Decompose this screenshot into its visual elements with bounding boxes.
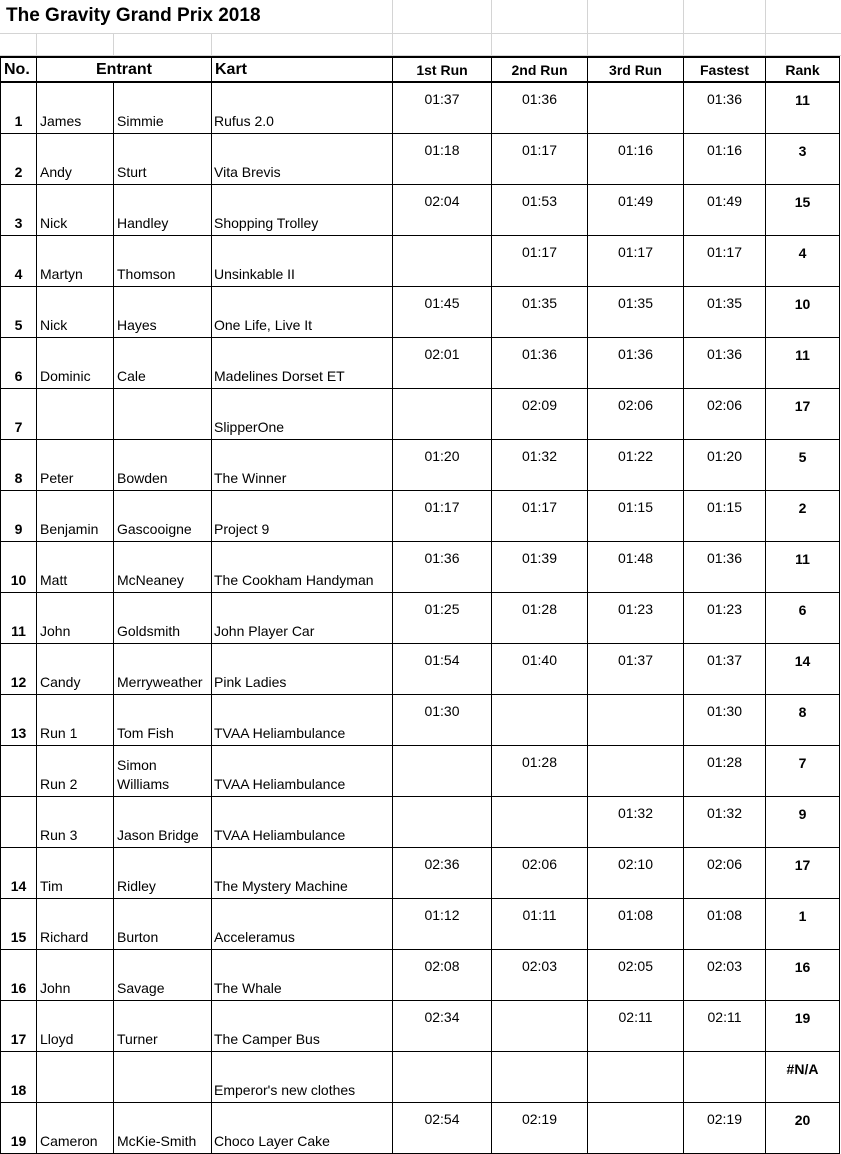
cell-run2[interactable]: 01:28 bbox=[492, 746, 588, 797]
cell-last-name[interactable]: Simmie bbox=[114, 82, 212, 134]
cell-first-name[interactable]: Peter bbox=[37, 440, 114, 491]
cell-no[interactable]: 9 bbox=[1, 491, 37, 542]
cell-run1[interactable]: 01:45 bbox=[393, 287, 492, 338]
title-row[interactable] bbox=[0, 0, 841, 34]
cell-first-name[interactable]: Candy bbox=[37, 644, 114, 695]
cell-run2[interactable]: 02:19 bbox=[492, 1103, 588, 1154]
cell-kart[interactable]: The Cookham Handyman bbox=[212, 542, 393, 593]
cell-rank[interactable]: 2 bbox=[766, 491, 840, 542]
cell-run2[interactable]: 01:36 bbox=[492, 338, 588, 389]
cell-rank[interactable]: 11 bbox=[766, 82, 840, 134]
cell-run3[interactable]: 01:17 bbox=[588, 236, 684, 287]
cell-no[interactable] bbox=[1, 797, 37, 848]
cell-run2[interactable]: 02:09 bbox=[492, 389, 588, 440]
table-row bbox=[1, 491, 840, 542]
gridline bbox=[113, 34, 114, 56]
cell-fastest[interactable]: 01:23 bbox=[684, 593, 766, 644]
cell-rank[interactable]: 6 bbox=[766, 593, 840, 644]
cell-rank[interactable]: 10 bbox=[766, 287, 840, 338]
cell-kart[interactable]: Madelines Dorset ET bbox=[212, 338, 393, 389]
cell-rank[interactable]: 1 bbox=[766, 899, 840, 950]
cell-rank[interactable]: 3 bbox=[766, 134, 840, 185]
cell-fastest[interactable]: 01:17 bbox=[684, 236, 766, 287]
cell-run3[interactable]: 01:16 bbox=[588, 134, 684, 185]
gridline bbox=[392, 0, 393, 56]
gridline bbox=[491, 0, 492, 56]
blank-row[interactable] bbox=[0, 34, 841, 56]
table-row bbox=[1, 644, 840, 695]
cell-last-name[interactable]: Cale bbox=[114, 338, 212, 389]
cell-kart[interactable]: TVAA Heliambulance bbox=[212, 695, 393, 746]
cell-run2[interactable]: 01:40 bbox=[492, 644, 588, 695]
gridline bbox=[683, 0, 684, 56]
cell-kart[interactable]: Unsinkable II bbox=[212, 236, 393, 287]
cell-no[interactable]: 10 bbox=[1, 542, 37, 593]
cell-fastest[interactable]: 02:11 bbox=[684, 1001, 766, 1052]
cell-no[interactable]: 18 bbox=[1, 1052, 37, 1103]
cell-first-name[interactable]: Dominic bbox=[37, 338, 114, 389]
gridline bbox=[36, 34, 37, 56]
cell-fastest[interactable]: 01:30 bbox=[684, 695, 766, 746]
cell-run2[interactable]: 02:03 bbox=[492, 950, 588, 1001]
sheet-title: The Gravity Grand Prix 2018 bbox=[6, 5, 261, 26]
cell-run2[interactable]: 01:39 bbox=[492, 542, 588, 593]
cell-kart[interactable]: John Player Car bbox=[212, 593, 393, 644]
cell-kart[interactable]: One Life, Live It bbox=[212, 287, 393, 338]
cell-first-name[interactable] bbox=[37, 1052, 114, 1103]
cell-rank[interactable]: 16 bbox=[766, 950, 840, 1001]
cell-rank[interactable]: 19 bbox=[766, 1001, 840, 1052]
cell-run2[interactable]: 01:17 bbox=[492, 491, 588, 542]
cell-kart[interactable]: TVAA Heliambulance bbox=[212, 746, 393, 797]
cell-run2[interactable]: 01:36 bbox=[492, 82, 588, 134]
cell-fastest[interactable]: 01:16 bbox=[684, 134, 766, 185]
cell-run1[interactable]: 01:18 bbox=[393, 134, 492, 185]
table-row bbox=[1, 236, 840, 287]
cell-run2[interactable] bbox=[492, 695, 588, 746]
cell-rank[interactable]: 15 bbox=[766, 185, 840, 236]
cell-first-name[interactable]: James bbox=[37, 82, 114, 134]
cell-no[interactable]: 1 bbox=[1, 82, 37, 134]
table-row bbox=[1, 287, 840, 338]
cell-run1[interactable]: 02:08 bbox=[393, 950, 492, 1001]
cell-first-name[interactable]: Richard bbox=[37, 899, 114, 950]
gridline bbox=[765, 0, 766, 56]
cell-run3[interactable]: 02:05 bbox=[588, 950, 684, 1001]
cell-fastest[interactable]: 01:36 bbox=[684, 82, 766, 134]
cell-run1[interactable]: 02:34 bbox=[393, 1001, 492, 1052]
cell-fastest[interactable]: 01:32 bbox=[684, 797, 766, 848]
header-run2[interactable]: 2nd Run bbox=[492, 57, 588, 82]
table-row bbox=[1, 389, 840, 440]
table-row bbox=[1, 899, 840, 950]
cell-fastest[interactable]: 02:06 bbox=[684, 848, 766, 899]
cell-first-name[interactable]: Run 3 bbox=[37, 797, 114, 848]
cell-rank[interactable]: 5 bbox=[766, 440, 840, 491]
table-row bbox=[1, 746, 840, 797]
cell-last-name[interactable]: Tom Fish bbox=[114, 695, 212, 746]
cell-run3[interactable]: 01:15 bbox=[588, 491, 684, 542]
cell-no[interactable] bbox=[1, 746, 37, 797]
table-row bbox=[1, 797, 840, 848]
cell-fastest[interactable]: 01:36 bbox=[684, 542, 766, 593]
table-row bbox=[1, 593, 840, 644]
cell-last-name[interactable]: Burton bbox=[114, 899, 212, 950]
cell-run1[interactable]: 02:04 bbox=[393, 185, 492, 236]
cell-run1[interactable]: 02:54 bbox=[393, 1103, 492, 1154]
cell-run1[interactable]: 01:30 bbox=[393, 695, 492, 746]
cell-run3[interactable] bbox=[588, 695, 684, 746]
table-row bbox=[1, 542, 840, 593]
cell-first-name[interactable]: Matt bbox=[37, 542, 114, 593]
cell-run2[interactable]: 02:06 bbox=[492, 848, 588, 899]
cell-run1[interactable]: 02:01 bbox=[393, 338, 492, 389]
header-rank[interactable]: Rank bbox=[766, 57, 840, 82]
cell-rank[interactable]: 7 bbox=[766, 746, 840, 797]
cell-no[interactable]: 12 bbox=[1, 644, 37, 695]
cell-run3[interactable] bbox=[588, 82, 684, 134]
cell-run1[interactable]: 01:17 bbox=[393, 491, 492, 542]
cell-rank[interactable]: 20 bbox=[766, 1103, 840, 1154]
cell-first-name[interactable] bbox=[37, 389, 114, 440]
cell-no[interactable]: 14 bbox=[1, 848, 37, 899]
cell-no[interactable]: 8 bbox=[1, 440, 37, 491]
cell-run3[interactable]: 01:23 bbox=[588, 593, 684, 644]
cell-first-name[interactable]: Run 2 bbox=[37, 746, 114, 797]
cell-fastest[interactable]: 01:37 bbox=[684, 644, 766, 695]
table-row bbox=[1, 1001, 840, 1052]
cell-run3[interactable]: 02:10 bbox=[588, 848, 684, 899]
cell-rank[interactable]: 8 bbox=[766, 695, 840, 746]
cell-last-name[interactable] bbox=[114, 1052, 212, 1103]
cell-run2[interactable]: 01:17 bbox=[492, 236, 588, 287]
cell-run2[interactable] bbox=[492, 797, 588, 848]
cell-last-name[interactable]: Ridley bbox=[114, 848, 212, 899]
cell-last-name[interactable]: McKie-Smith bbox=[114, 1103, 212, 1154]
cell-last-name[interactable]: Simon Williams bbox=[114, 746, 212, 797]
cell-rank[interactable]: 17 bbox=[766, 389, 840, 440]
cell-run2[interactable]: 01:11 bbox=[492, 899, 588, 950]
cell-kart[interactable]: The Whale bbox=[212, 950, 393, 1001]
cell-fastest[interactable]: 01:20 bbox=[684, 440, 766, 491]
cell-rank[interactable]: 11 bbox=[766, 542, 840, 593]
cell-no[interactable]: 6 bbox=[1, 338, 37, 389]
cell-kart[interactable]: Acceleramus bbox=[212, 899, 393, 950]
cell-no[interactable]: 19 bbox=[1, 1103, 37, 1154]
cell-run1[interactable]: 01:20 bbox=[393, 440, 492, 491]
header-fastest[interactable]: Fastest bbox=[684, 57, 766, 82]
cell-last-name[interactable]: Thomson bbox=[114, 236, 212, 287]
cell-last-name[interactable]: Handley bbox=[114, 185, 212, 236]
cell-last-name[interactable]: Jason Bridge bbox=[114, 797, 212, 848]
cell-kart[interactable]: TVAA Heliambulance bbox=[212, 797, 393, 848]
cell-fastest[interactable]: 02:19 bbox=[684, 1103, 766, 1154]
cell-run1[interactable] bbox=[393, 389, 492, 440]
cell-last-name[interactable]: Bowden bbox=[114, 440, 212, 491]
header-kart[interactable]: Kart bbox=[212, 57, 393, 82]
table-row bbox=[1, 185, 840, 236]
cell-no[interactable]: 5 bbox=[1, 287, 37, 338]
cell-kart[interactable]: Choco Layer Cake bbox=[212, 1103, 393, 1154]
cell-rank[interactable]: 11 bbox=[766, 338, 840, 389]
cell-run3[interactable]: 01:35 bbox=[588, 287, 684, 338]
cell-rank[interactable]: 17 bbox=[766, 848, 840, 899]
cell-last-name[interactable]: Savage bbox=[114, 950, 212, 1001]
gridline bbox=[587, 0, 588, 56]
cell-first-name[interactable]: Andy bbox=[37, 134, 114, 185]
table-row bbox=[1, 134, 840, 185]
cell-first-name[interactable]: John bbox=[37, 950, 114, 1001]
cell-run1[interactable] bbox=[393, 797, 492, 848]
cell-first-name[interactable]: Nick bbox=[37, 287, 114, 338]
cell-no[interactable]: 13 bbox=[1, 695, 37, 746]
cell-rank[interactable]: 9 bbox=[766, 797, 840, 848]
cell-fastest[interactable]: 01:49 bbox=[684, 185, 766, 236]
header-no[interactable]: No. bbox=[1, 57, 37, 82]
gridline bbox=[211, 34, 212, 56]
cell-last-name[interactable]: Hayes bbox=[114, 287, 212, 338]
cell-last-name[interactable]: Merryweather bbox=[114, 644, 212, 695]
cell-run3[interactable]: 02:06 bbox=[588, 389, 684, 440]
cell-last-name[interactable]: Goldsmith bbox=[114, 593, 212, 644]
cell-run3[interactable]: 01:22 bbox=[588, 440, 684, 491]
cell-run1[interactable]: 01:37 bbox=[393, 82, 492, 134]
cell-run3[interactable] bbox=[588, 1103, 684, 1154]
cell-run1[interactable]: 02:36 bbox=[393, 848, 492, 899]
cell-run1[interactable] bbox=[393, 1052, 492, 1103]
table-row bbox=[1, 82, 840, 134]
cell-no[interactable]: 2 bbox=[1, 134, 37, 185]
cell-kart[interactable]: The Camper Bus bbox=[212, 1001, 393, 1052]
cell-last-name[interactable]: McNeaney bbox=[114, 542, 212, 593]
cell-kart[interactable]: Vita Brevis bbox=[212, 134, 393, 185]
table-row bbox=[1, 848, 840, 899]
table-row bbox=[1, 338, 840, 389]
cell-first-name[interactable]: John bbox=[37, 593, 114, 644]
cell-first-name[interactable]: Benjamin bbox=[37, 491, 114, 542]
cell-fastest[interactable]: 01:36 bbox=[684, 338, 766, 389]
cell-fastest[interactable]: 01:08 bbox=[684, 899, 766, 950]
cell-run1[interactable]: 01:25 bbox=[393, 593, 492, 644]
cell-first-name[interactable]: Run 1 bbox=[37, 695, 114, 746]
header-run1[interactable]: 1st Run bbox=[393, 57, 492, 82]
cell-last-name[interactable]: Sturt bbox=[114, 134, 212, 185]
cell-kart[interactable]: The Winner bbox=[212, 440, 393, 491]
cell-fastest[interactable] bbox=[684, 1052, 766, 1103]
cell-last-name[interactable] bbox=[114, 389, 212, 440]
cell-kart[interactable]: SlipperOne bbox=[212, 389, 393, 440]
cell-run2[interactable] bbox=[492, 1052, 588, 1103]
cell-first-name[interactable]: Martyn bbox=[37, 236, 114, 287]
cell-run3[interactable]: 01:08 bbox=[588, 899, 684, 950]
cell-run3[interactable]: 02:11 bbox=[588, 1001, 684, 1052]
cell-no[interactable]: 4 bbox=[1, 236, 37, 287]
header-entrant[interactable]: Entrant bbox=[37, 57, 212, 82]
cell-run3[interactable] bbox=[588, 746, 684, 797]
table-row bbox=[1, 1052, 840, 1103]
cell-kart[interactable]: Emperor's new clothes bbox=[212, 1052, 393, 1103]
cell-kart[interactable]: Project 9 bbox=[212, 491, 393, 542]
cell-rank[interactable]: 14 bbox=[766, 644, 840, 695]
cell-kart[interactable]: Pink Ladies bbox=[212, 644, 393, 695]
table-row bbox=[1, 440, 840, 491]
cell-first-name[interactable]: Tim bbox=[37, 848, 114, 899]
header-row bbox=[1, 57, 840, 82]
cell-run2[interactable]: 01:53 bbox=[492, 185, 588, 236]
cell-kart[interactable]: Shopping Trolley bbox=[212, 185, 393, 236]
cell-first-name[interactable]: Cameron bbox=[37, 1103, 114, 1154]
cell-no[interactable]: 11 bbox=[1, 593, 37, 644]
cell-run3[interactable]: 01:32 bbox=[588, 797, 684, 848]
cell-fastest[interactable]: 01:35 bbox=[684, 287, 766, 338]
cell-run3[interactable]: 01:36 bbox=[588, 338, 684, 389]
cell-no[interactable]: 16 bbox=[1, 950, 37, 1001]
cell-fastest[interactable]: 01:15 bbox=[684, 491, 766, 542]
cell-run1[interactable] bbox=[393, 746, 492, 797]
cell-no[interactable]: 3 bbox=[1, 185, 37, 236]
table-row bbox=[1, 950, 840, 1001]
cell-fastest[interactable]: 01:28 bbox=[684, 746, 766, 797]
cell-run3[interactable]: 01:49 bbox=[588, 185, 684, 236]
results-table bbox=[0, 56, 840, 1154]
cell-run3[interactable] bbox=[588, 1052, 684, 1103]
cell-run1[interactable] bbox=[393, 236, 492, 287]
cell-kart[interactable]: Rufus 2.0 bbox=[212, 82, 393, 134]
cell-no[interactable]: 7 bbox=[1, 389, 37, 440]
table-row bbox=[1, 695, 840, 746]
cell-first-name[interactable]: Nick bbox=[37, 185, 114, 236]
cell-run2[interactable]: 01:17 bbox=[492, 134, 588, 185]
cell-run1[interactable]: 01:36 bbox=[393, 542, 492, 593]
cell-rank[interactable]: 4 bbox=[766, 236, 840, 287]
header-run3[interactable]: 3rd Run bbox=[588, 57, 684, 82]
gridline bbox=[0, 33, 841, 34]
cell-last-name[interactable]: Gascooigne bbox=[114, 491, 212, 542]
cell-run3[interactable]: 01:48 bbox=[588, 542, 684, 593]
cell-run2[interactable]: 01:35 bbox=[492, 287, 588, 338]
cell-last-name[interactable]: Turner bbox=[114, 1001, 212, 1052]
cell-no[interactable]: 17 bbox=[1, 1001, 37, 1052]
cell-run1[interactable]: 01:12 bbox=[393, 899, 492, 950]
cell-first-name[interactable]: Lloyd bbox=[37, 1001, 114, 1052]
cell-run2[interactable]: 01:32 bbox=[492, 440, 588, 491]
cell-fastest[interactable]: 02:03 bbox=[684, 950, 766, 1001]
cell-run2[interactable]: 01:28 bbox=[492, 593, 588, 644]
cell-rank[interactable]: #N/A bbox=[766, 1052, 840, 1103]
cell-run3[interactable]: 01:37 bbox=[588, 644, 684, 695]
cell-run1[interactable]: 01:54 bbox=[393, 644, 492, 695]
table-row bbox=[1, 1103, 840, 1154]
cell-fastest[interactable]: 02:06 bbox=[684, 389, 766, 440]
cell-run2[interactable] bbox=[492, 1001, 588, 1052]
cell-no[interactable]: 15 bbox=[1, 899, 37, 950]
cell-kart[interactable]: The Mystery Machine bbox=[212, 848, 393, 899]
